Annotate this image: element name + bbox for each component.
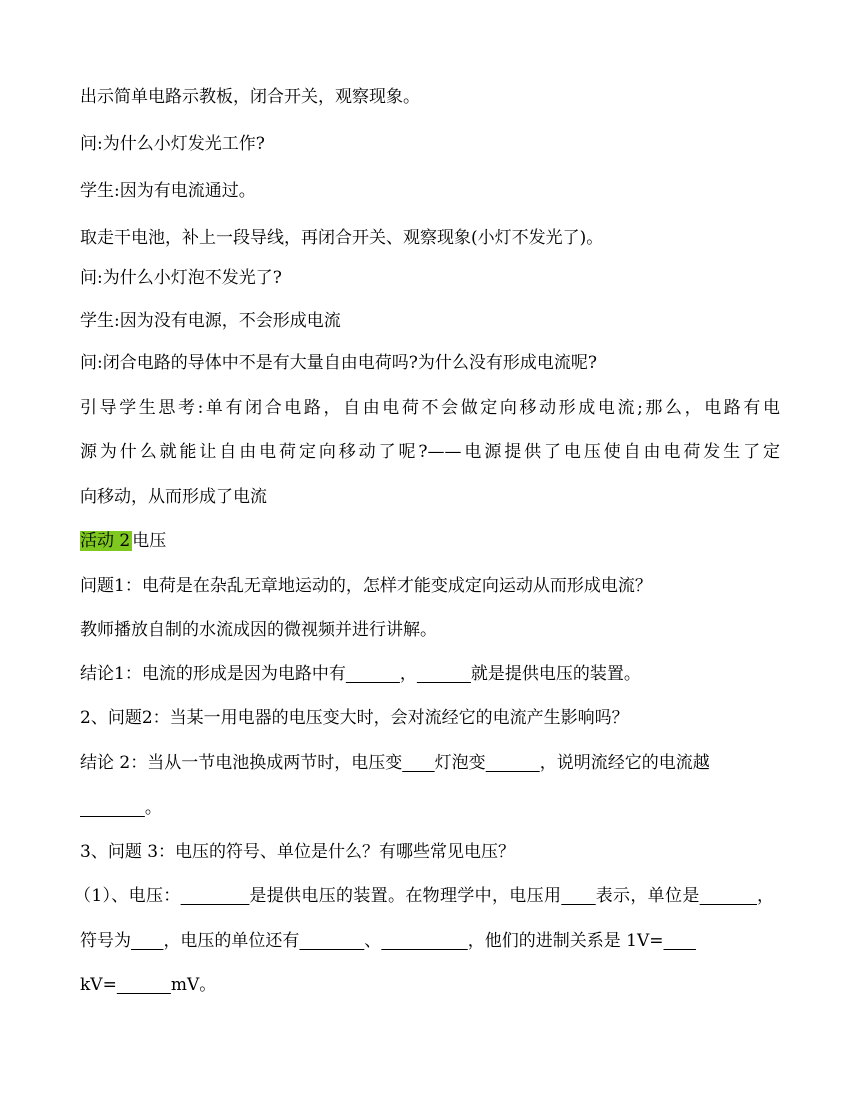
teacher-note: 教师播放自制的水流成因的微视频并进行讲解。 <box>80 620 437 640</box>
part-1-text: 是提供电压的装置。在物理学中，电压用 <box>249 886 562 906</box>
conclusion-2 <box>80 750 780 776</box>
part-1-text: 、 <box>364 931 382 951</box>
part-1-text: ，他们的进制关系是 1V= <box>467 931 664 951</box>
blank <box>181 886 250 906</box>
text-line: 向移动，从而形成了电流 <box>80 487 267 507</box>
activity-heading <box>80 528 166 554</box>
part-1-text: 表示，单位是 <box>595 886 700 906</box>
text-line: 问:闭合电路的导体中不是有大量自由电荷吗?为什么没有形成电流呢? <box>80 353 597 373</box>
part-1-cont-2 <box>80 972 216 998</box>
blank <box>700 886 757 906</box>
text-line: 学生:因为没有电源，不会形成电流 <box>80 311 341 331</box>
activity-title: 电压 <box>132 531 167 551</box>
text-line: 引导学生思考:单有闭合电路，自由电荷不会做定向移动形成电流;那么，电路有电 <box>80 398 780 418</box>
conclusion-2-text: 结论 2：当从一节电池换成两节时，电压变 <box>80 753 403 773</box>
blank <box>402 753 434 773</box>
conclusion-2-text: 。 <box>144 798 162 818</box>
conclusion-1-text: ， <box>399 664 417 684</box>
conclusion-2-text: 灯泡变 <box>434 753 486 773</box>
blank <box>561 886 595 906</box>
question-3: 3、问题 3：电压的符号、单位是什么？有哪些常见电压？ <box>80 842 516 862</box>
conclusion-1 <box>80 661 641 687</box>
text-line: 问:为什么小灯发光工作? <box>80 134 265 154</box>
question-1: 问题1：电荷是在杂乱无章地运动的，怎样才能变成定向运动从而形成电流？ <box>80 576 652 596</box>
part-1-text: kV= <box>80 975 117 995</box>
part-1-text: ， <box>756 886 774 906</box>
text-line: 学生:因为有电流通过。 <box>80 181 256 201</box>
blank <box>117 975 171 995</box>
conclusion-1-text: 就是提供电压的装置。 <box>470 664 641 684</box>
part-1 <box>74 883 774 909</box>
blank <box>80 798 145 818</box>
text-line: 出示简单电路示教板，闭合开关，观察现象。 <box>80 87 420 107</box>
question-2: 2、问题2：当某一用电器的电压变大时，会对流经它的电流产生影响吗？ <box>80 708 629 728</box>
blank <box>131 931 163 951</box>
part-1-text: 符号为 <box>80 931 131 951</box>
text-line: 源为什么就能让自由电荷定向移动了呢?——电源提供了电压使自由电荷发生了定 <box>80 442 780 462</box>
blank <box>381 931 467 951</box>
part-1-text: （1）、电压： <box>74 886 181 906</box>
conclusion-2-cont <box>80 795 162 821</box>
text-line: 取走干电池，补上一段导线，再闭合开关、观察现象(小灯不发光了)。 <box>80 228 604 248</box>
activity-badge: 活动 2 <box>80 531 131 551</box>
blank <box>299 931 364 951</box>
part-1-text: ，电压的单位还有 <box>163 931 300 951</box>
blank <box>664 931 696 951</box>
conclusion-2-text: ，说明流经它的电流越 <box>539 753 710 773</box>
blank <box>346 664 400 684</box>
part-1-cont <box>80 928 780 954</box>
blank <box>486 753 540 773</box>
part-1-text: mV。 <box>170 975 217 995</box>
conclusion-1-text: 结论1：电流的形成是因为电路中有 <box>80 664 346 684</box>
blank <box>417 664 471 684</box>
text-line: 问:为什么小灯泡不发光了? <box>80 268 282 288</box>
